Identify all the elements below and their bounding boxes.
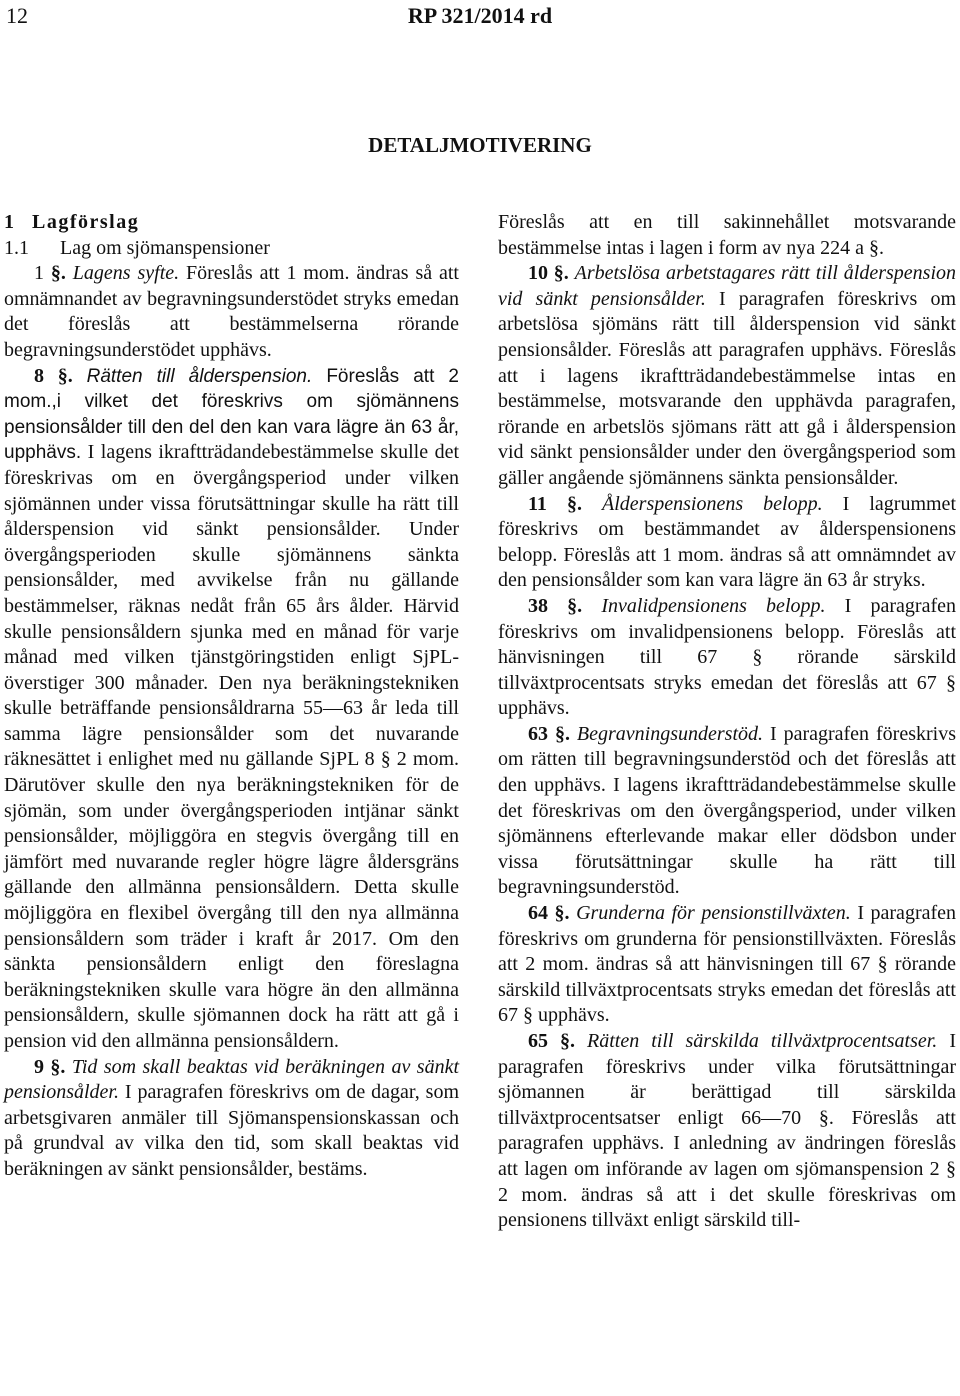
document-reference: RP 321/2014 rd — [407, 3, 553, 28]
page-number: 12 — [6, 3, 28, 28]
paragraph-38-section — [498, 594, 956, 722]
section-symbol: §. — [546, 492, 603, 515]
right-column — [498, 210, 956, 1234]
section-body: Föreslås att 1 mom. ändras så att omnämnandet av begravningsunderstödet stryks emedan det föreslås att bestämmelserna rörande begravningsunderstödet upphävs. — [4, 262, 459, 361]
section-symbol: §. — [44, 262, 73, 285]
section-body: I paragrafen föreskrivs om invalidpensionens belopp. Föreslås att hänvisningen till 67 § rörande särskild tillväxtprocentsats stryks emedan det föreslås att 67 § upphävs. — [498, 594, 956, 720]
continued-paragraph: Föreslås att en till sakinnehållet motsvarande bestämmelse intas i lagen i form av nya 224 a §. — [498, 211, 956, 259]
section-title-text: Invalidpensionens belopp. — [601, 594, 826, 617]
chapter-number: 1 — [4, 211, 14, 233]
left-column — [4, 210, 459, 1183]
chapter-title: Lagförslag — [32, 211, 140, 233]
paragraph-1-section — [4, 261, 459, 363]
section-symbol: §. — [548, 1030, 588, 1052]
section-title-text: Rätten till särskilda tillväxtprocentsatser. — [587, 1030, 938, 1052]
section-title-text: Begravningsunderstöd. — [576, 722, 763, 745]
subsection-title: Lag om sjömanspensioner — [60, 236, 270, 259]
section-number: 64 — [528, 902, 548, 925]
section-body: I paragrafen föreskrivs om arbetslösa sjömäns rätt till ålderspension vid sänkt pensionsålder. Föreslås att paragrafen upphävs. Föreslås att i lagens ikraftträdandebestämmelse intas en bestämmelse, motsvarande den upphävda paragrafen, rörande en arbetslös sjömans rätt att gå i ålderspension vid sänkt pensionsålder under den övergångsperiod som gäller angående sjömännens sänkta pensionsålder. — [498, 287, 956, 489]
section-symbol: §. — [44, 1055, 72, 1078]
paragraph-65-section — [498, 1029, 956, 1234]
subsection-heading — [4, 236, 459, 262]
section-symbol: §. — [548, 262, 575, 285]
paragraph-8-section — [4, 364, 459, 1055]
section-title-text: Arbetslösa arbetstagares rätt till ålderspension vid sänkt pensionsålder. — [498, 262, 957, 310]
section-title-text: Grunderna för pensionstillväxten. — [576, 902, 851, 925]
section-body: I paragrafen föreskrivs under vilka förutsättningar sjömannen är berättigad till särskilda tillväxtprocentsatser enligt 66—70 §. Föreslås att paragrafen upphävs. I anledning av ändringen föreslås att lagen om införande av lagen om sjömanspension 2 § 2 mom. ändras så att i det skulle föreskrivas om pensionens tillväxt enligt särskild till- — [498, 1030, 956, 1232]
section-number: 8 — [34, 364, 44, 387]
section-symbol: §. — [548, 594, 602, 617]
section-title: DETALJMOTIVERING — [368, 133, 592, 157]
section-body-part-b: I lagens ikraftträdandebestämmelse skulle det föreskrivas om en övergångsperiod under vilken sjömännen under vissa förutsättningar skulle ha rätt till ålderspension vid sänkt pensionsålder. Under övergångsperioden skulle sjömännens sänkta pensionsålder, med avvikelse från nu gällande bestämmelser, räknas nedåt från 65 års ålder. Härvid skulle pensionsåldern sjunka med en månad för varje månad med vilken tjänstgöringstiden enligt SjPL-överstiger 300 månader. Den nya beräkningstekniken skulle beträffande pensionsåldrarna 55—63 år leda till samma lägre pensionsålder som det nuvarande räknesättet i enlighet med nu gällande SjPL 8 § 2 mom. Därutöver skulle den nya beräkningstekniken för de sjömän, som under övergångsperioden intjänar sänkt pensionsålder, möjliggöra en stegvis övergång till en jämfört med nuvarande regler högre lägre åldersgräns gällande den allmänna pensionsåldern. Detta skulle möjliggöra en flexibel övergång till den nya allmänna pensionsåldern som träder i kraft år 2017. Om den sänkta pensionsåldern enligt den föreslagna beräkningstekniken skulle vara högre än den allmänna pensionsåldern, skulle sjömannen dock ha rätt att gå i pension vid den allmänna pensionsåldern. — [4, 441, 459, 1052]
paragraph-9-section — [4, 1055, 459, 1183]
section-number: 38 — [528, 594, 548, 617]
section-body: I paragrafen föreskrivs om rätten till begravningsunderstöd och det föreslås att den upphävs. I lagens ikraftträdandebestämmelse skulle det föreskrivas om den övergångsperiod, under vilken sjömännens efterlevande makar eller dödsbon under vissa förutsättningar skulle ha rätt till begravningsunderstöd. — [498, 722, 956, 899]
section-number: 9 — [34, 1055, 44, 1078]
section-body: I lagrummet föreskrivs om bestämmandet av ålderspensionens belopp. Föreslås att 1 mom. ändras så att omnämndet av den pensionsålder som kan vara lägre än 63 år stryks. — [498, 492, 956, 592]
subsection-number: 1.1 — [4, 236, 29, 259]
section-body: I paragrafen föreskrivs om de dagar, som arbetsgivaren anmäler till Sjömanspensionskassan och på grundval av vilka den tid, som skall beaktas vid beräkningen av sänkt pensionsålder, bestäms. — [4, 1081, 459, 1180]
paragraph-64-section — [498, 901, 956, 1029]
section-symbol: §. — [44, 364, 87, 387]
section-number: 1 — [34, 262, 44, 285]
section-number: 11 — [528, 492, 547, 515]
section-title-text: Tid som skall beaktas vid beräkningen av sänkt pensionsålder. — [4, 1055, 460, 1104]
section-number: 63 — [528, 722, 548, 745]
section-symbol: §. — [548, 722, 577, 745]
section-title-text: Rätten till ålderspension. — [86, 365, 313, 387]
section-body: I paragrafen föreskrivs om grunderna för pensionstillväxten. Föreslås att 2 mom. ändras så att hänvisningen till 67 § rörande särskild tillväxtprocentsats stryks emedan det föreslås att 67 § upphävs. — [498, 902, 957, 1027]
section-title-text: Lagens syfte. — [72, 262, 180, 285]
section-number: 65 — [528, 1030, 548, 1052]
section-number: 10 — [528, 262, 548, 285]
section-symbol: §. — [548, 902, 577, 925]
paragraph-10-section — [498, 261, 956, 491]
paragraph-63-section — [498, 722, 956, 901]
chapter-heading — [4, 210, 459, 236]
section-body-part-a: Föreslås att 2 mom.,i vilket det föreskrivs om sjömännens pensionsålder till den del den kan vara lägre än 63 år, upphävs. — [4, 365, 460, 464]
section-title-text: Ålderspensionens belopp. — [602, 492, 823, 515]
paragraph-11-section — [498, 492, 956, 594]
